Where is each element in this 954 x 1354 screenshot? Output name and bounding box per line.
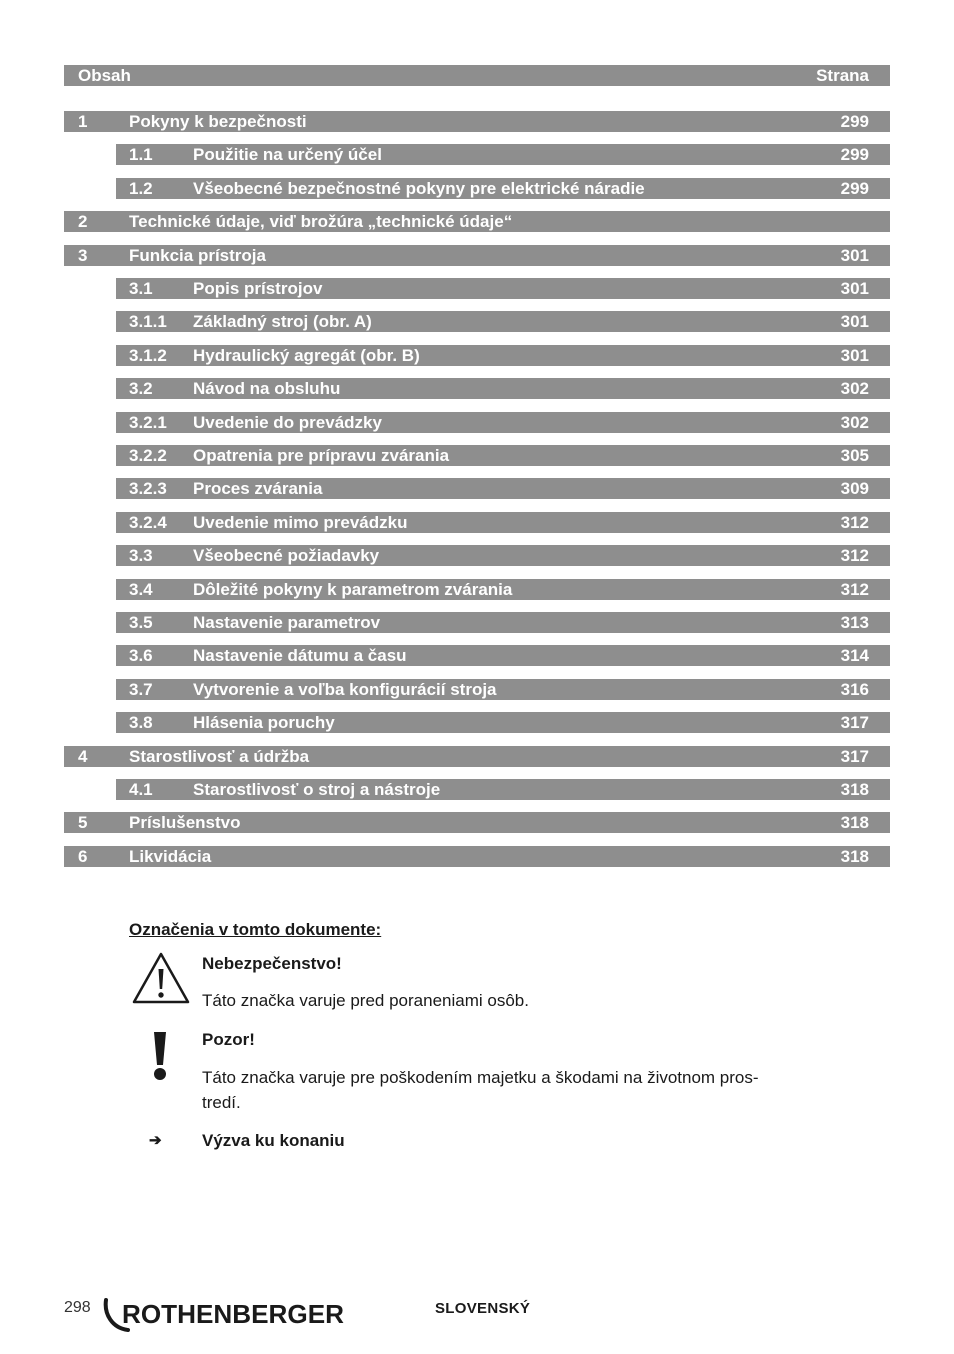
toc-entry <box>116 579 890 600</box>
toc-entry-page: 302 <box>840 379 869 398</box>
toc-entry-number: 1 <box>78 112 88 131</box>
toc-entry <box>116 278 890 299</box>
toc-entry-page: 312 <box>840 513 869 532</box>
toc-entry <box>116 545 890 566</box>
danger-text: Táto značka varuje pred poraneniami osôb. <box>202 991 529 1010</box>
toc-entry <box>64 746 890 767</box>
toc-entry-number: 3.8 <box>129 713 153 732</box>
toc-entry <box>64 846 890 867</box>
toc-entry-page: 301 <box>840 246 869 265</box>
svg-text:ROTHENBERGER: ROTHENBERGER <box>122 1299 345 1329</box>
toc-entry-title: Použitie na určený účel <box>193 145 382 164</box>
toc-entry-page: 318 <box>840 780 869 799</box>
page-number: 298 <box>64 1299 91 1316</box>
toc-entry-page: 317 <box>840 713 869 732</box>
toc-entry <box>116 144 890 165</box>
toc-entry-title: Proces zvárania <box>193 479 323 498</box>
toc-entry <box>64 812 890 833</box>
toc-entry <box>116 512 890 533</box>
danger-title: Nebezpečenstvo! <box>202 954 342 973</box>
caution-text-line2: tredí. <box>202 1093 241 1112</box>
toc-entry-number: 3.6 <box>129 646 153 665</box>
toc-entry-number: 3 <box>78 246 88 265</box>
toc-entry-number: 3.4 <box>129 580 153 599</box>
toc-entry-page: 299 <box>840 112 869 131</box>
toc-entry-page: 299 <box>840 145 869 164</box>
toc-entry-number: 4 <box>78 747 88 766</box>
toc-entry-title: Dôležité pokyny k parametrom zvárania <box>193 580 513 599</box>
toc-entry-title: Uvedenie do prevádzky <box>193 413 382 432</box>
toc-entry-number: 4.1 <box>129 780 153 799</box>
caution-title: Pozor! <box>202 1030 255 1049</box>
toc-entry-number: 6 <box>78 847 88 866</box>
toc-entry-title: Likvidácia <box>129 847 212 866</box>
toc-header <box>64 65 890 86</box>
warning-triangle-icon <box>131 951 191 1005</box>
toc-entry <box>116 345 890 366</box>
toc-entry-number: 5 <box>78 813 88 832</box>
toc-entry <box>64 211 890 232</box>
toc-entry-number: 3.2 <box>129 379 153 398</box>
toc-entry-title: Pokyny k bezpečnosti <box>129 112 307 131</box>
toc-entry-title: Základný stroj (obr. A) <box>193 312 372 331</box>
action-title: Výzva ku konaniu <box>202 1131 345 1150</box>
toc-entry <box>116 445 890 466</box>
toc-entry-title: Hydraulický agregát (obr. B) <box>193 346 420 365</box>
toc-entry-title: Opatrenia pre prípravu zvárania <box>193 446 450 465</box>
toc-entry-number: 1.1 <box>129 145 153 164</box>
toc-entry <box>116 412 890 433</box>
caution-text-line1: Táto značka varuje pre poškodením majetku a škodami na životnom pros- <box>202 1068 759 1087</box>
toc-entry-page: 301 <box>840 279 869 298</box>
toc-header-right: Strana <box>816 66 869 85</box>
toc-entry-page: 318 <box>840 847 869 866</box>
toc-entry-number: 3.2.1 <box>129 413 167 432</box>
toc-entry-page: 314 <box>840 646 869 665</box>
toc-entry-title: Popis prístrojov <box>193 279 323 298</box>
toc-entry-number: 1.2 <box>129 179 153 198</box>
toc-entry-title: Uvedenie mimo prevádzku <box>193 513 408 532</box>
toc-entry <box>116 378 890 399</box>
toc-entry <box>64 245 890 266</box>
toc-entry <box>116 645 890 666</box>
toc-entry-page: 312 <box>840 546 869 565</box>
toc-entry-title: Starostlivosť a údržba <box>129 747 310 766</box>
toc-entry-number: 3.1 <box>129 279 153 298</box>
toc-entry-number: 3.1.1 <box>129 312 167 331</box>
toc-entry-title: Hlásenia poruchy <box>193 713 335 732</box>
toc-entry-number: 2 <box>78 212 88 231</box>
toc-entry-page: 312 <box>840 580 869 599</box>
toc-entry-title: Všeobecné bezpečnostné pokyny pre elektrické náradie <box>193 179 645 198</box>
toc-entry-page: 318 <box>840 813 869 832</box>
toc-entry-title: Príslušenstvo <box>129 813 241 832</box>
toc-entry-page: 313 <box>840 613 869 632</box>
toc-entry <box>116 679 890 700</box>
toc-entry-number: 3.2.3 <box>129 479 167 498</box>
toc-entry <box>116 311 890 332</box>
toc-entry-title: Starostlivosť o stroj a nástroje <box>193 780 441 799</box>
toc-entry-number: 3.1.2 <box>129 346 167 365</box>
toc-entry-title: Nastavenie dátumu a času <box>193 646 407 665</box>
toc-entry-title: Všeobecné požiadavky <box>193 546 380 565</box>
toc-entry-page: 309 <box>840 479 869 498</box>
toc-entry-number: 3.2.2 <box>129 446 167 465</box>
toc-entry-page: 317 <box>840 747 869 766</box>
toc-entry-title: Nastavenie parametrov <box>193 613 381 632</box>
toc-entry <box>116 612 890 633</box>
toc-entry-title: Funkcia prístroja <box>129 246 266 265</box>
toc-entry <box>116 478 890 499</box>
toc-entry-page: 301 <box>840 312 869 331</box>
language-label: SLOVENSKÝ <box>435 1300 531 1317</box>
toc-entry <box>64 111 890 132</box>
toc-entry-number: 3.3 <box>129 546 153 565</box>
arrow-icon: ➔ <box>149 1132 162 1149</box>
rothenberger-logo <box>100 1294 350 1336</box>
toc-entry-title: Vytvorenie a voľba konfigurácií stroja <box>193 680 497 699</box>
toc-entry-number: 3.2.4 <box>129 513 167 532</box>
legend-title: Označenia v tomto dokumente: <box>129 920 382 939</box>
toc-entry <box>116 178 890 199</box>
toc-entry-page: 302 <box>840 413 869 432</box>
toc-entry-number: 3.5 <box>129 613 153 632</box>
toc-entry-title: Technické údaje, viď brožúra „technické údaje“ <box>129 212 513 231</box>
toc-entry-page: 299 <box>840 179 869 198</box>
toc-entry-page: 301 <box>840 346 869 365</box>
toc-entry-title: Návod na obsluhu <box>193 379 341 398</box>
toc-entry <box>116 779 890 800</box>
toc-entry-page: 316 <box>840 680 869 699</box>
toc-entry-page: 305 <box>840 446 869 465</box>
toc-entry-number: 3.7 <box>129 680 153 699</box>
toc-entry <box>116 712 890 733</box>
toc-header-left: Obsah <box>78 66 131 85</box>
exclamation-icon <box>150 1030 170 1082</box>
